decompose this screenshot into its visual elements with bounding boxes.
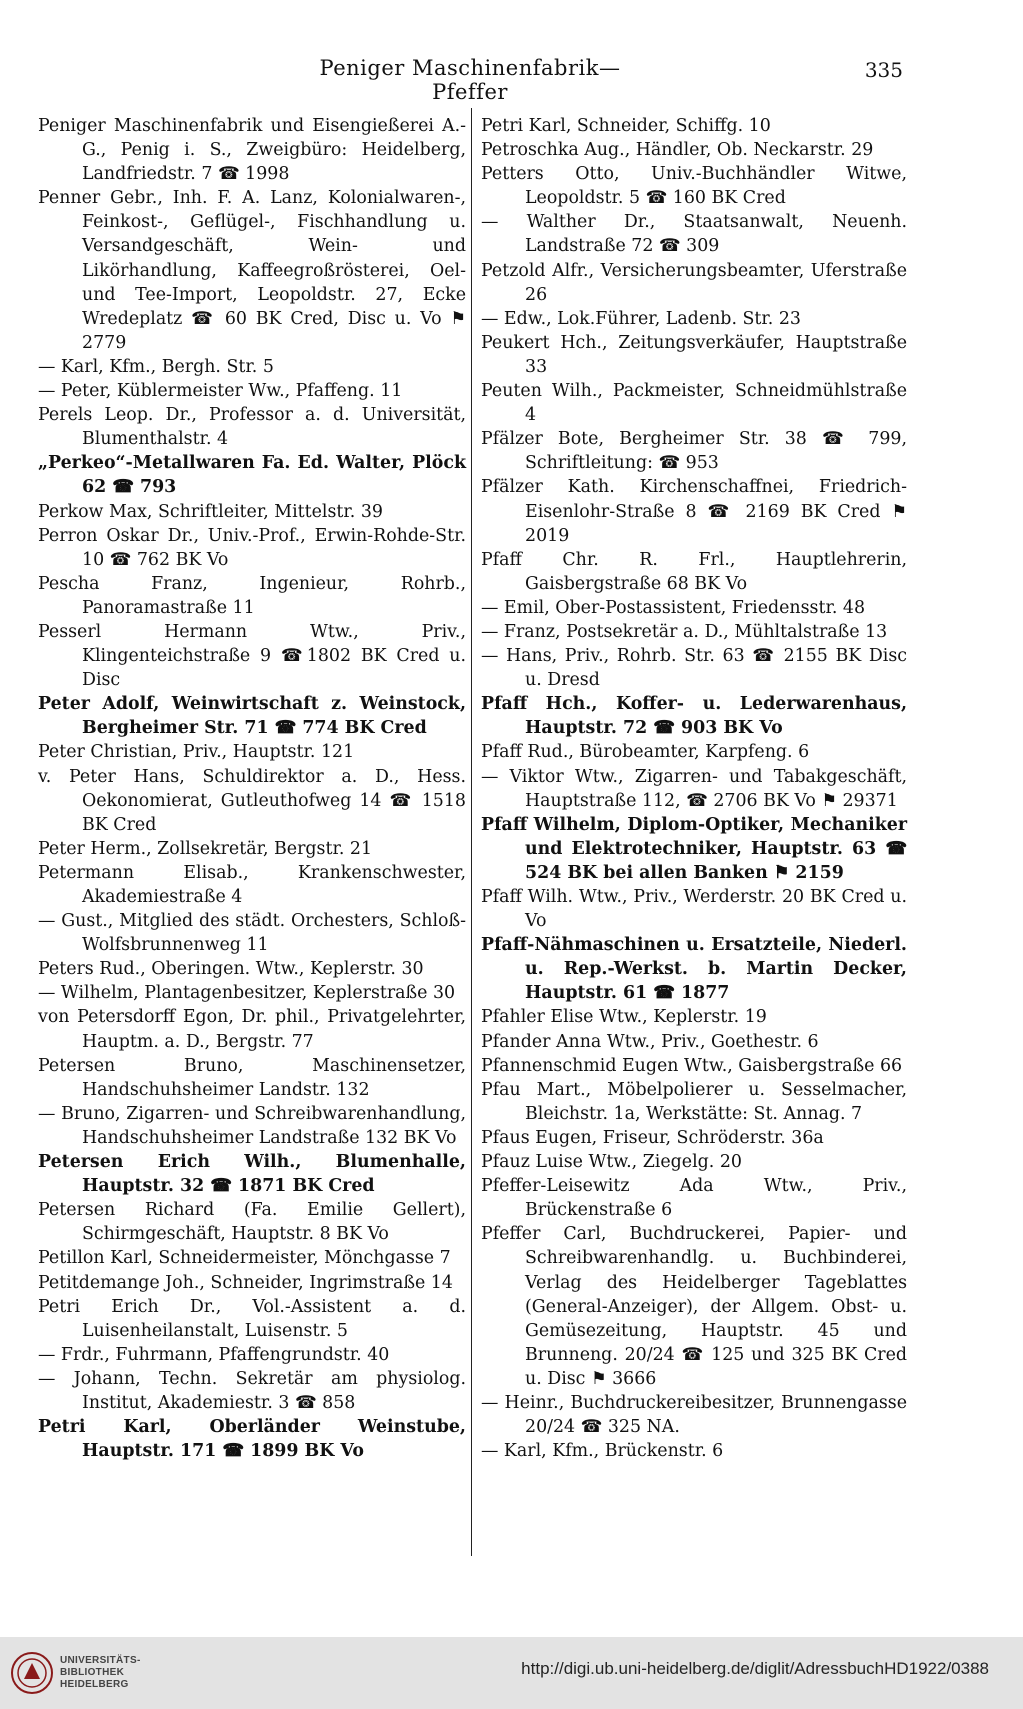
- directory-entry: Pfauz Luise Wtw., Ziegelg. 20: [481, 1152, 742, 1173]
- directory-entry: Pfahler Elise Wtw., Keplerstr. 19: [481, 1007, 767, 1028]
- directory-entry: — Gust., Mitglied des städt. Orchesters, Schloß-Wolfsbrunnenweg 11: [38, 911, 466, 956]
- directory-entry: Peter Herm., Zollsekretär, Bergstr. 21: [38, 838, 373, 859]
- directory-entry: Pesserl Hermann Wtw., Priv., Klingenteichstraße 9 ☎1802 BK Cred u. Disc: [38, 621, 466, 691]
- directory-entry: Pfaff Hch., Koffer- u. Lederwarenhaus, Hauptstr. 72 ☎ 903 BK Vo: [481, 694, 907, 739]
- directory-entry: Petri Karl, Schneider, Schiffg. 10: [481, 116, 771, 136]
- right-column: [481, 114, 907, 1463]
- directory-entry: Perkow Max, Schriftleiter, Mittelstr. 39: [38, 501, 383, 522]
- university-seal-icon: [10, 1651, 54, 1695]
- directory-entry: Petillon Karl, Schneidermeister, Mönchgasse 7: [38, 1248, 451, 1269]
- library-name-line-3: HEIDELBERG: [60, 1679, 129, 1690]
- library-name-line-2: BIBLIOTHEK: [60, 1667, 125, 1678]
- directory-entry: — Karl, Kfm., Bergh. Str. 5: [38, 356, 274, 377]
- directory-entry: Peniger Maschinenfabrik und Eisengießerei A.-G., Penig i. S., Zweigbüro: Heidelberg, Landfriedstr. 7 ☎ 1998: [38, 116, 466, 185]
- directory-entry: Perels Leop. Dr., Professor a. d. Universität, Blumenthalstr. 4: [38, 405, 466, 450]
- page-number: 335: [864, 58, 903, 82]
- directory-entry: Pfaff Wilhelm, Diplom-Optiker, Mechaniker und Elektrotechniker, Hauptstr. 63 ☎ 524 BK bei allen Banken ⚑ 2159: [481, 814, 907, 883]
- directory-entry: Peter Christian, Priv., Hauptstr. 121: [38, 742, 355, 763]
- directory-entry: Peukert Hch., Zeitungsverkäufer, Hauptstraße 33: [481, 332, 907, 377]
- directory-entry: Pfaff-Nähmaschinen u. Ersatzteile, Niederl. u. Rep.-Werkst. b. Martin Decker, Hauptstr. 61 ☎ 1877: [481, 935, 907, 1004]
- directory-entry: Petersen Erich Wilh., Blumenhalle, Hauptstr. 32 ☎ 1871 BK Cred: [38, 1152, 466, 1197]
- directory-entry: Pfaff Rud., Bürobeamter, Karpfeng. 6: [481, 742, 810, 763]
- directory-entry: Petri Erich Dr., Vol.-Assistent a. d. Luisenheilanstalt, Luisenstr. 5: [38, 1296, 466, 1341]
- directory-entry: — Viktor Wtw., Zigarren- und Tabakgeschäft, Hauptstraße 112, ☎ 2706 BK Vo ⚑ 29371: [481, 766, 907, 811]
- directory-entry: „Perkeo“-Metallwaren Fa. Ed. Walter, Plöck 62 ☎ 793: [38, 453, 466, 498]
- directory-entry: — Edw., Lok.Führer, Ladenb. Str. 23: [481, 308, 801, 329]
- directory-entry: — Emil, Ober-Postassistent, Friedensstr. 48: [481, 597, 866, 618]
- directory-entry: Petroschka Aug., Händler, Ob. Neckarstr. 29: [481, 140, 874, 161]
- directory-entry: Petermann Elisab., Krankenschwester, Akademiestraße 4: [38, 862, 466, 907]
- directory-entry: Pescha Franz, Ingenieur, Rohrb., Panoramastraße 11: [38, 573, 466, 618]
- source-url-link[interactable]: http://digi.ub.uni-heidelberg.de/diglit/AdressbuchHD1922/0388: [521, 1659, 989, 1678]
- directory-entry: — Karl, Kfm., Brückenstr. 6: [481, 1441, 724, 1462]
- directory-entry: Petersen Richard (Fa. Emilie Gellert), Schirmgeschäft, Hauptstr. 8 BK Vo: [38, 1200, 466, 1245]
- directory-entry: — Peter, Küblermeister Ww., Pfaffeng. 11: [38, 381, 403, 402]
- directory-entry: Peuten Wilh., Packmeister, Schneidmühlstraße 4: [481, 381, 907, 426]
- library-logo[interactable]: [10, 1651, 141, 1695]
- directory-entry: — Frdr., Fuhrmann, Pfaffengrundstr. 40: [38, 1344, 390, 1365]
- directory-entry: Pfannenschmid Eugen Wtw., Gaisbergstraße 66: [481, 1055, 903, 1076]
- directory-entry: Petri Karl, Oberländer Weinstube, Hauptstr. 171 ☎ 1899 BK Vo: [38, 1417, 466, 1462]
- directory-entry: Pfaff Wilh. Wtw., Priv., Werderstr. 20 BK Cred u. Vo: [481, 887, 907, 932]
- viewer-footer: [0, 1637, 1023, 1709]
- directory-entry: — Heinr., Buchdruckereibesitzer, Brunnengasse 20/24 ☎ 325 NA.: [481, 1392, 907, 1438]
- directory-entry: Petzold Alfr., Versicherungsbeamter, Uferstraße 26: [481, 260, 907, 305]
- directory-entry: Pfälzer Kath. Kirchenschaffnei, Friedrich-Eisenlohr-Straße 8 ☎ 2169 BK Cred ⚑ 2019: [481, 477, 907, 546]
- library-name-line-1: UNIVERSITÄTS-: [60, 1655, 141, 1666]
- directory-entry: Penner Gebr., Inh. F. A. Lanz, Kolonialwaren-, Feinkost-, Geflügel-, Fischhandlung u. Versandgeschäft, Wein- und Likörhandlung, Kaffeegroßrösterei, Oel- und Tee-Import, Leopoldstr. 27, Ecke Wredeplatz ☎ 60 BK Cred, Disc u. Vo ⚑ 2779: [38, 188, 466, 353]
- directory-entry: Petersen Bruno, Maschinensetzer, Handschuhsheimer Landstr. 132: [38, 1055, 466, 1100]
- directory-entry: Pfau Mart., Möbelpolierer u. Sesselmacher, Bleichstr. 1a, Werkstätte: St. Annag. 7: [481, 1079, 907, 1124]
- directory-entry: Pfander Anna Wtw., Priv., Goethestr. 6: [481, 1031, 819, 1052]
- directory-entry: Pfaus Eugen, Friseur, Schröderstr. 36a: [481, 1127, 824, 1148]
- directory-entry: Petitdemange Joh., Schneider, Ingrimstraße 14: [38, 1272, 453, 1293]
- directory-entry: — Bruno, Zigarren- und Schreibwarenhandlung, Handschuhsheimer Landstraße 132 BK Vo: [38, 1103, 466, 1148]
- left-column: [38, 114, 466, 1463]
- directory-entry: — Wilhelm, Plantagenbesitzer, Keplerstraße 30: [38, 983, 456, 1004]
- directory-entry: Pfälzer Bote, Bergheimer Str. 38 ☎ 799, Schriftleitung: ☎ 953: [481, 429, 907, 474]
- directory-entry: v. Peter Hans, Schuldirektor a. D., Hess. Oekonomierat, Gutleuthofweg 14 ☎ 1518 BK Cred: [38, 766, 466, 835]
- directory-entry: Peters Rud., Oberingen. Wtw., Keplerstr. 30: [38, 959, 424, 980]
- directory-entry: — Hans, Priv., Rohrb. Str. 63 ☎ 2155 BK Disc u. Dresd: [481, 646, 907, 691]
- running-head: Peniger Maschinenfabrik—Pfeffer: [319, 56, 621, 104]
- directory-entry: Pfaff Chr. R. Frl., Hauptlehrerin, Gaisbergstraße 68 BK Vo: [481, 549, 907, 594]
- directory-entry: Pfeffer Carl, Buchdruckerei, Papier- und Schreibwarenhandlg. u. Buchbinderei, Verlag des Heidelberger Tageblattes (General-Anzeiger), der Allgem. Obst- u. Gemüsezeitung, Hauptstr. 45 und Brunneng. 20/24 ☎ 125 und 325 BK Cred u. Disc ⚑ 3666: [481, 1224, 907, 1389]
- directory-entry: von Petersdorff Egon, Dr. phil., Privatgelehrter, Hauptm. a. D., Bergstr. 77: [38, 1007, 466, 1052]
- directory-entry: Perron Oskar Dr., Univ.-Prof., Erwin-Rohde-Str. 10 ☎ 762 BK Vo: [38, 525, 466, 570]
- directory-entry: Pfeffer-Leisewitz Ada Wtw., Priv., Brückenstraße 6: [481, 1176, 907, 1221]
- directory-entry: Peter Adolf, Weinwirtschaft z. Weinstock, Bergheimer Str. 71 ☎ 774 BK Cred: [38, 694, 466, 739]
- directory-entry: Petters Otto, Univ.-Buchhändler Witwe, Leopoldstr. 5 ☎ 160 BK Cred: [481, 164, 907, 209]
- directory-entry: — Walther Dr., Staatsanwalt, Neuenh. Landstraße 72 ☎ 309: [481, 212, 907, 257]
- directory-entry: — Franz, Postsekretär a. D., Mühltalstraße 13: [481, 621, 888, 642]
- column-divider: [471, 108, 472, 1556]
- directory-entry: — Johann, Techn. Sekretär am physiolog. Institut, Akademiestr. 3 ☎ 858: [38, 1368, 466, 1413]
